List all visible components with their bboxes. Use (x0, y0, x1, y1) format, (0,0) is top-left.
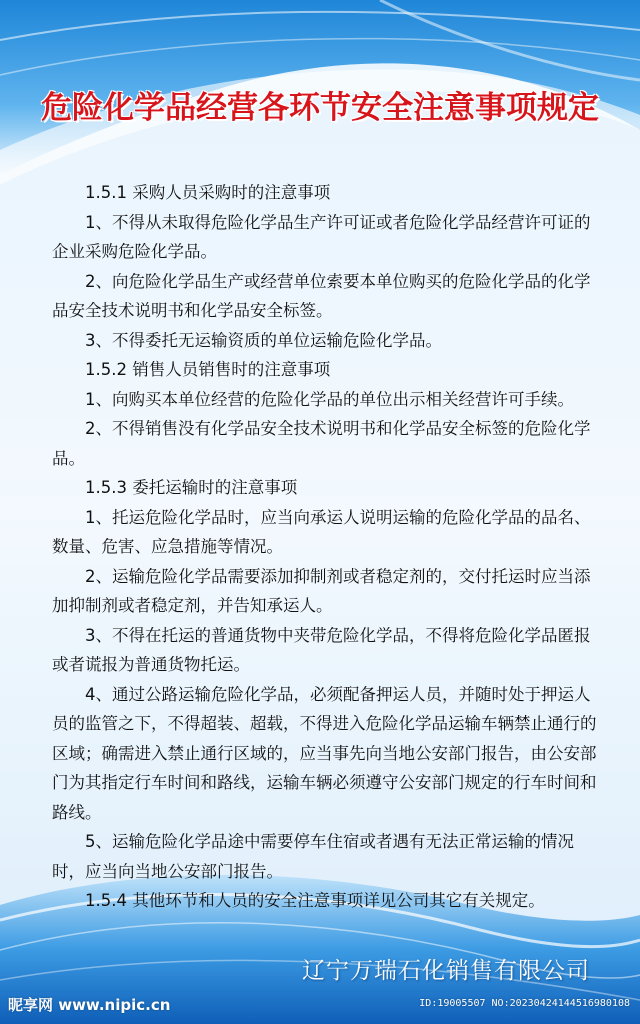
list-item: 3、不得在托运的普通货物中夹带危险化学品，不得将危险化学品匿报或者谎报为普通货物托运。 (52, 625, 591, 674)
watermark-id: ID:19005507 NO:20230424144516980108 (419, 998, 630, 1009)
list-item: 2、向危险化学品生产或经营单位索要本单位购买的危险化学品的化学品安全技术说明书和化学品安全标签。 (52, 271, 591, 320)
section-heading-1-5-2: 1.5.2 销售人员销售时的注意事项 (85, 360, 331, 379)
list-item: 2、不得销售没有化学品安全技术说明书和化学品安全标签的危险化学品。 (52, 419, 591, 468)
page-title: 危险化学品经营各环节安全注意事项规定 (41, 90, 599, 126)
company-name: 辽宁万瑞石化销售有限公司 (302, 958, 590, 984)
list-item: 3、不得委托无运输资质的单位运输危险化学品。 (85, 330, 442, 350)
list-item: 1、向购买本单位经营的危险化学品的单位出示相关经营许可手续。 (85, 389, 574, 409)
section-heading-1-5-3: 1.5.3 委托运输时的注意事项 (85, 478, 298, 497)
document-body (52, 178, 597, 916)
list-item: 5、运输危险化学品途中需要停车住宿或者遇有无法正常运输的情况时，应当向当地公安部门报告。 (52, 832, 574, 881)
section-heading-1-5-1: 1.5.1 采购人员采购时的注意事项 (85, 183, 331, 202)
list-item: 4、通过公路运输危险化学品，必须配备押运人员，并随时处于押运人员的监管之下，不得超装、超载，不得进入危险化学品运输车辆禁止通行的区域；确需进入禁止通行区域的，应当事先向当地公安部门报告，由公安部门为其指定行车时间和路线，运输车辆必须遵守公安部门规定的行车时间和路线。 (52, 684, 597, 822)
list-item: 2、运输危险化学品需要添加抑制剂或者稳定剂的，交付托运时应当添加抑制剂或者稳定剂，并告知承运人。 (52, 566, 591, 615)
list-item: 1、托运危险化学品时，应当向承运人说明运输的危险化学品的品名、数量、危害、应急措施等情况。 (52, 507, 591, 556)
list-item: 1、不得从未取得危险化学品生产许可证或者危险化学品经营许可证的企业采购危险化学品。 (52, 212, 591, 261)
section-heading-1-5-4: 1.5.4 其他环节和人员的安全注意事项详见公司其它有关规定。 (85, 891, 545, 910)
watermark-site: 昵享网 www.nipic.cn (8, 996, 171, 1014)
